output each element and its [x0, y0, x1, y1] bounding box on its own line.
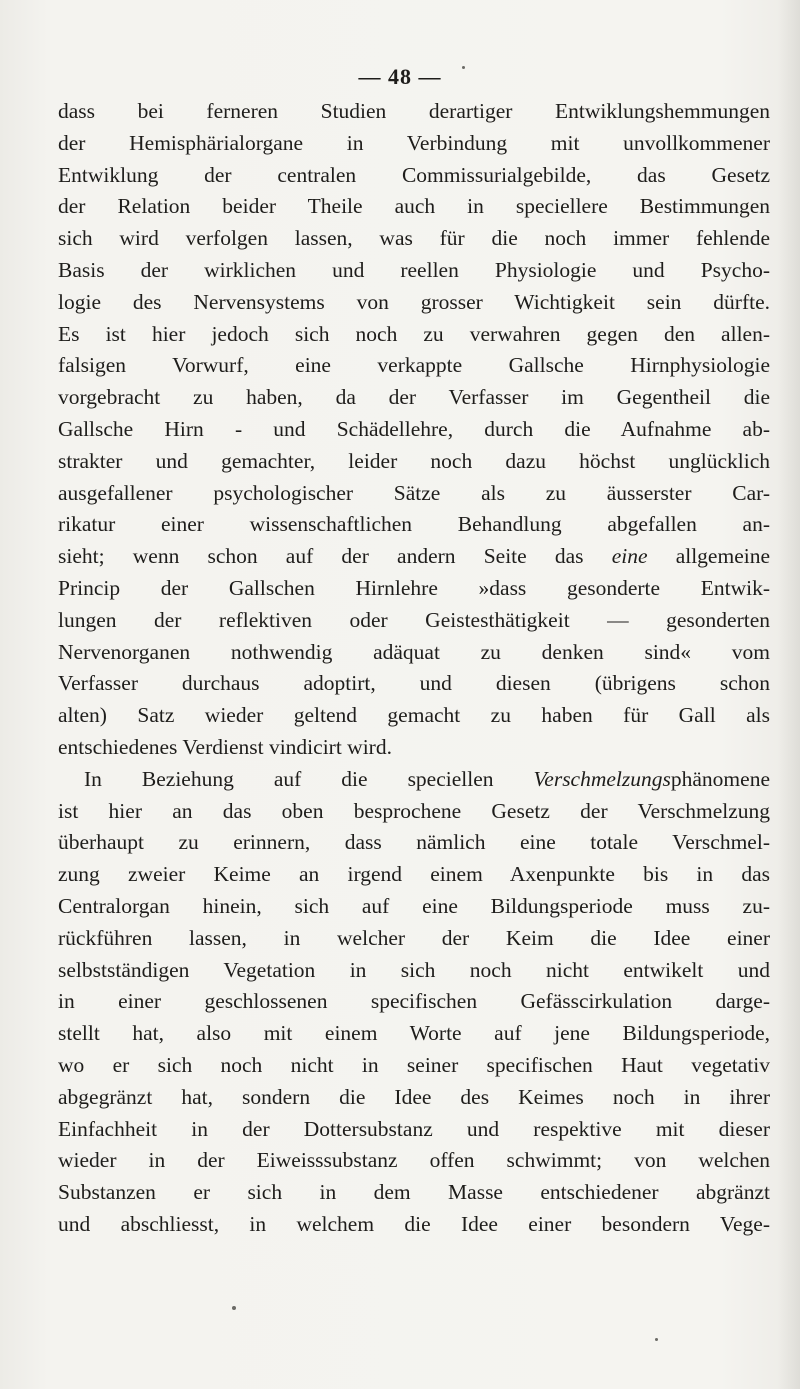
paper-speck	[655, 1338, 658, 1341]
text-line: dass bei ferneren Studien derartiger Entwiklungshemmungen	[58, 99, 770, 123]
text-line-with-emphasis	[58, 541, 770, 573]
text-line: Verfasser durchaus adoptirt, und diesen (übrigens schon	[58, 671, 770, 696]
body-text	[58, 96, 770, 1241]
paper-speck	[232, 1306, 236, 1310]
text-line: und abschliesst, in welchem die Idee einer besondern Vege-	[58, 1211, 770, 1236]
text-segment: sieht; wenn schon auf der andern Seite das	[58, 544, 584, 569]
text-segment: allgemeine	[675, 544, 771, 569]
text-line: alten) Satz wieder geltend gemacht zu haben für Gall als	[58, 703, 770, 728]
text-line: Entwiklung der centralen Commissurialgebilde, das Gesetz	[58, 162, 770, 187]
text-line: Es ist hier jedoch sich noch zu verwahren gegen den allen-	[58, 321, 770, 346]
text-line: überhaupt zu erinnern, dass nämlich eine totale Verschmel-	[58, 830, 770, 855]
text-line: rikatur einer wissenschaftlichen Behandlung abgefallen an-	[58, 512, 770, 537]
text-line: in einer geschlossenen specifischen Gefässcirkulation darge-	[58, 989, 770, 1014]
text-line: vorgebracht zu haben, da der Verfasser im Gegentheil die	[58, 385, 770, 410]
text-line: strakter und gemachter, leider noch dazu höchst unglücklich	[58, 448, 770, 473]
text-line: selbstständigen Vegetation in sich noch nicht entwikelt und	[58, 957, 770, 982]
paragraph-1	[58, 96, 770, 764]
text-line: Einfachheit in der Dottersubstanz und respektive mit dieser	[58, 1116, 770, 1141]
text-line-with-emphasis	[58, 764, 770, 796]
text-line: abgegränzt hat, sondern die Idee des Keimes noch in ihrer	[58, 1084, 770, 1109]
text-line: der Hemisphärialorgane in Verbindung mit unvollkommener	[58, 130, 770, 155]
text-line: stellt hat, also mit einem Worte auf jene Bildungsperiode,	[58, 1021, 770, 1046]
paragraph-2	[58, 764, 770, 1241]
text-line: sich wird verfolgen lassen, was für die noch immer fehlende	[58, 226, 770, 251]
text-line: ausgefallener psychologischer Sätze als zu äusserster Car-	[58, 480, 770, 505]
text-line: rückführen lassen, in welcher der Keim die Idee einer	[58, 925, 770, 950]
text-line: Basis der wirklichen und reellen Physiologie und Psycho-	[58, 257, 770, 282]
emphasized-word: eine	[611, 544, 648, 569]
text-line: Gallsche Hirn - und Schädellehre, durch die Aufnahme ab-	[58, 416, 770, 441]
text-line: wo er sich noch nicht in seiner specifischen Haut vegetativ	[58, 1052, 770, 1077]
emphasized-word: Verschmelzungs	[533, 766, 671, 791]
paper-speck	[462, 66, 465, 69]
text-segment: In Beziehung auf die speciellen	[84, 766, 494, 791]
text-line: lungen der reflektiven oder Geistesthätigkeit — gesonderten	[58, 607, 770, 632]
text-line: falsigen Vorwurf, eine verkappte Gallsche Hirnphysiologie	[58, 353, 770, 378]
text-line: Princip der Gallschen Hirnlehre »dass gesonderte Entwik-	[58, 575, 770, 600]
text-line: ist hier an das oben besprochene Gesetz der Verschmelzung	[58, 798, 770, 823]
text-line: zung zweier Keime an irgend einem Axenpunkte bis in das	[58, 862, 770, 887]
text-line: Substanzen er sich in dem Masse entschiedener abgränzt	[58, 1180, 770, 1205]
text-line: Nervenorganen nothwendig adäquat zu denken sind« vom	[58, 639, 770, 664]
page-edge-shadow	[778, 0, 800, 1389]
page-number-header: — 48 —	[358, 64, 442, 89]
text-line: der Relation beider Theile auch in speciellere Bestimmungen	[58, 194, 770, 219]
text-line: wieder in der Eiweisssubstanz offen schwimmt; von welchen	[58, 1148, 770, 1173]
text-segment: phänomene	[670, 766, 770, 791]
text-line: Centralorgan hinein, sich auf eine Bildungsperiode muss zu-	[58, 893, 770, 918]
text-line: entschiedenes Verdienst vindicirt wird.	[58, 734, 392, 759]
text-line: logie des Nervensystems von grosser Wichtigkeit sein dürfte.	[58, 289, 770, 314]
